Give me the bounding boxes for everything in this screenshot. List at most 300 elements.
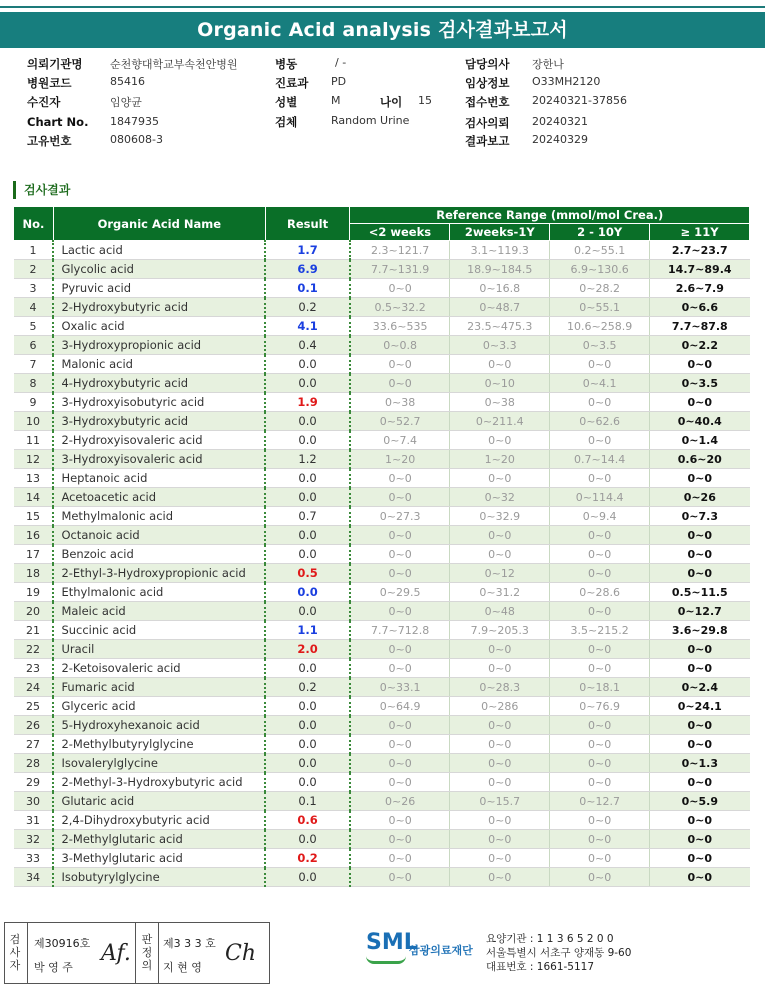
info-value: 임양균	[110, 96, 142, 109]
ref-ge11y: 0~1.3	[650, 754, 750, 773]
divider	[27, 923, 28, 983]
table-row	[14, 621, 750, 640]
table-row	[14, 450, 750, 469]
ref-2weeks-1y: 1~20	[450, 450, 550, 469]
ref-lt2weeks: 0~0.8	[350, 336, 450, 355]
acid-name: Maleic acid	[53, 602, 265, 621]
acid-name: 2-Methylglutaric acid	[53, 830, 265, 849]
header-ref-2weeks-1y: 2weeks-1Y	[450, 224, 550, 241]
acid-name: Benzoic acid	[53, 545, 265, 564]
ref-lt2weeks: 0.5~32.2	[350, 298, 450, 317]
result-value: 0.0	[265, 412, 350, 431]
row-number: 32	[14, 830, 54, 849]
result-value: 0.1	[265, 792, 350, 811]
ref-ge11y: 0.5~11.5	[650, 583, 750, 602]
header-name: Organic Acid Name	[53, 207, 265, 241]
ref-lt2weeks: 2.3~121.7	[350, 241, 450, 260]
ref-lt2weeks: 0~52.7	[350, 412, 450, 431]
ref-2-10y: 0~0	[550, 773, 650, 792]
examiner-name: 박 영 주	[34, 961, 73, 974]
ref-ge11y: 0~0	[650, 564, 750, 583]
info-label: 고유번호	[27, 134, 72, 148]
ref-2-10y: 0~0	[550, 754, 650, 773]
ref-2weeks-1y: 0~0	[450, 754, 550, 773]
ref-2weeks-1y: 0~0	[450, 716, 550, 735]
table-row	[14, 298, 750, 317]
result-value: 0.0	[265, 526, 350, 545]
ref-lt2weeks: 0~7.4	[350, 431, 450, 450]
ref-ge11y: 0~0	[650, 545, 750, 564]
table-row	[14, 355, 750, 374]
result-value: 0.0	[265, 355, 350, 374]
acid-name: Isobutyrylglycine	[53, 868, 265, 887]
table-row	[14, 412, 750, 431]
acid-name: 2-Methyl-3-Hydroxybutyric acid	[53, 773, 265, 792]
table-row	[14, 868, 750, 887]
ref-lt2weeks: 0~38	[350, 393, 450, 412]
ref-2weeks-1y: 3.1~119.3	[450, 241, 550, 260]
result-value: 4.1	[265, 317, 350, 336]
reviewer-signature: Ch	[225, 941, 257, 966]
divider	[158, 923, 159, 983]
ref-2-10y: 0~28.2	[550, 279, 650, 298]
ref-lt2weeks: 0~0	[350, 735, 450, 754]
header-reference-range: Reference Range (mmol/mol Crea.)	[350, 207, 750, 224]
row-number: 10	[14, 412, 54, 431]
ref-lt2weeks: 0~0	[350, 279, 450, 298]
table-row	[14, 526, 750, 545]
section-title: 검사결과	[13, 181, 70, 199]
ref-2weeks-1y: 0~38	[450, 393, 550, 412]
contact-line: 대표번호 : 1661-5117	[486, 961, 595, 973]
ref-ge11y: 2.6~7.9	[650, 279, 750, 298]
ref-2-10y: 0~114.4	[550, 488, 650, 507]
info-value: 85416	[110, 75, 145, 88]
row-number: 31	[14, 811, 54, 830]
acid-name: 3-Methylglutaric acid	[53, 849, 265, 868]
row-number: 14	[14, 488, 54, 507]
ref-lt2weeks: 0~0	[350, 526, 450, 545]
ref-ge11y: 0~0	[650, 393, 750, 412]
top-rule	[0, 6, 765, 8]
logo-mark: SML	[366, 930, 418, 955]
row-number: 9	[14, 393, 54, 412]
ref-2-10y: 0~28.6	[550, 583, 650, 602]
ref-ge11y: 0~6.6	[650, 298, 750, 317]
acid-name: 3-Hydroxypropionic acid	[53, 336, 265, 355]
ref-lt2weeks: 0~0	[350, 716, 450, 735]
row-number: 8	[14, 374, 54, 393]
ref-2weeks-1y: 0~16.8	[450, 279, 550, 298]
info-value: 1847935	[110, 115, 159, 128]
table-row	[14, 260, 750, 279]
result-value: 0.0	[265, 374, 350, 393]
ref-ge11y: 0~0	[650, 849, 750, 868]
ref-2weeks-1y: 0~0	[450, 773, 550, 792]
result-value: 1.9	[265, 393, 350, 412]
ref-2-10y: 0~0	[550, 545, 650, 564]
reviewer-name: 지 현 영	[163, 961, 202, 974]
table-row	[14, 507, 750, 526]
ref-2weeks-1y: 0~28.3	[450, 678, 550, 697]
row-number: 15	[14, 507, 54, 526]
acid-name: Uracil	[53, 640, 265, 659]
result-value: 0.0	[265, 469, 350, 488]
result-value: 1.1	[265, 621, 350, 640]
row-number: 34	[14, 868, 54, 887]
row-number: 20	[14, 602, 54, 621]
table-row	[14, 830, 750, 849]
info-value: / -	[335, 56, 347, 69]
ref-ge11y: 0~0	[650, 355, 750, 374]
table-row	[14, 241, 750, 260]
ref-lt2weeks: 0~0	[350, 374, 450, 393]
acid-name: Oxalic acid	[53, 317, 265, 336]
ref-lt2weeks: 0~0	[350, 640, 450, 659]
acid-name: 2-Ethyl-3-Hydroxypropionic acid	[53, 564, 265, 583]
ref-ge11y: 14.7~89.4	[650, 260, 750, 279]
ref-ge11y: 0~7.3	[650, 507, 750, 526]
table-row	[14, 659, 750, 678]
ref-2-10y: 10.6~258.9	[550, 317, 650, 336]
examiner-signature: Af.	[101, 941, 131, 966]
ref-2-10y: 0~9.4	[550, 507, 650, 526]
ref-2weeks-1y: 0~286	[450, 697, 550, 716]
info-label: 의뢰기관명	[27, 57, 83, 71]
table-row	[14, 811, 750, 830]
info-value: PD	[331, 75, 347, 88]
ref-2-10y: 0~0	[550, 716, 650, 735]
ref-ge11y: 0~0	[650, 526, 750, 545]
logo-org-name: 삼광의료재단	[409, 944, 473, 957]
info-label: 수진자	[27, 95, 61, 109]
result-value: 0.2	[265, 678, 350, 697]
result-value: 0.0	[265, 868, 350, 887]
ref-lt2weeks: 0~0	[350, 754, 450, 773]
ref-ge11y: 0~0	[650, 868, 750, 887]
contact-line: 요양기관 : 1 1 3 6 5 2 0 0	[486, 933, 614, 945]
acid-name: Acetoacetic acid	[53, 488, 265, 507]
table-row	[14, 678, 750, 697]
row-number: 5	[14, 317, 54, 336]
row-number: 6	[14, 336, 54, 355]
header-ref-ge11y: ≥ 11Y	[650, 224, 750, 241]
acid-name: Fumaric acid	[53, 678, 265, 697]
reviewer-label: 판정의	[141, 933, 153, 972]
examiner-label: 검사자	[9, 933, 21, 972]
ref-lt2weeks: 0~33.1	[350, 678, 450, 697]
table-row	[14, 488, 750, 507]
result-value: 0.4	[265, 336, 350, 355]
ref-lt2weeks: 0~0	[350, 564, 450, 583]
acid-name: Glycolic acid	[53, 260, 265, 279]
ref-2-10y: 0~0	[550, 564, 650, 583]
results-table	[13, 206, 750, 887]
acid-name: Pyruvic acid	[53, 279, 265, 298]
table-row	[14, 602, 750, 621]
ref-2-10y: 0~0	[550, 355, 650, 374]
info-label: 임상정보	[465, 76, 510, 90]
ref-2weeks-1y: 0~0	[450, 545, 550, 564]
ref-lt2weeks: 0~0	[350, 602, 450, 621]
ref-2-10y: 0~62.6	[550, 412, 650, 431]
result-value: 0.0	[265, 773, 350, 792]
info-value: 080608-3	[110, 133, 163, 146]
table-row	[14, 754, 750, 773]
table-row	[14, 716, 750, 735]
info-label: 진료과	[275, 76, 309, 90]
acid-name: 2-Methylbutyrylglycine	[53, 735, 265, 754]
info-value: 20240321-37856	[532, 94, 627, 107]
result-value: 0.0	[265, 602, 350, 621]
ref-ge11y: 0~5.9	[650, 792, 750, 811]
table-row	[14, 564, 750, 583]
ref-ge11y: 0~3.5	[650, 374, 750, 393]
ref-ge11y: 0~0	[650, 469, 750, 488]
ref-2weeks-1y: 18.9~184.5	[450, 260, 550, 279]
report-title: Organic Acid analysis 검사결과보고서	[0, 12, 765, 48]
acid-name: 3-Hydroxyisobutyric acid	[53, 393, 265, 412]
age-label: 나이	[380, 95, 403, 109]
acid-name: Octanoic acid	[53, 526, 265, 545]
table-row	[14, 317, 750, 336]
ref-2weeks-1y: 0~0	[450, 526, 550, 545]
ref-lt2weeks: 0~0	[350, 488, 450, 507]
row-number: 21	[14, 621, 54, 640]
ref-2weeks-1y: 7.9~205.3	[450, 621, 550, 640]
ref-ge11y: 3.6~29.8	[650, 621, 750, 640]
ref-2weeks-1y: 0~32.9	[450, 507, 550, 526]
acid-name: 3-Hydroxybutyric acid	[53, 412, 265, 431]
ref-2-10y: 0~0	[550, 469, 650, 488]
ref-lt2weeks: 7.7~131.9	[350, 260, 450, 279]
ref-2weeks-1y: 0~31.2	[450, 583, 550, 602]
header-ref-2-10y: 2 - 10Y	[550, 224, 650, 241]
ref-2weeks-1y: 0~0	[450, 659, 550, 678]
ref-lt2weeks: 0~0	[350, 868, 450, 887]
info-label: 병원코드	[27, 76, 72, 90]
acid-name: 2-Hydroxyisovaleric acid	[53, 431, 265, 450]
ref-lt2weeks: 7.7~712.8	[350, 621, 450, 640]
ref-ge11y: 2.7~23.7	[650, 241, 750, 260]
ref-2-10y: 0~0	[550, 393, 650, 412]
ref-2-10y: 0~0	[550, 640, 650, 659]
ref-2-10y: 0~0	[550, 602, 650, 621]
info-label: 결과보고	[465, 134, 510, 148]
result-value: 1.7	[265, 241, 350, 260]
ref-ge11y: 0~0	[650, 773, 750, 792]
result-value: 0.2	[265, 298, 350, 317]
ref-2weeks-1y: 0~32	[450, 488, 550, 507]
ref-ge11y: 0~0	[650, 640, 750, 659]
acid-name: 2-Ketoisovaleric acid	[53, 659, 265, 678]
row-number: 30	[14, 792, 54, 811]
ref-ge11y: 0~0	[650, 716, 750, 735]
acid-name: Methylmalonic acid	[53, 507, 265, 526]
table-row	[14, 849, 750, 868]
ref-ge11y: 0~0	[650, 659, 750, 678]
ref-2weeks-1y: 0~12	[450, 564, 550, 583]
result-value: 0.0	[265, 659, 350, 678]
ref-ge11y: 0~0	[650, 830, 750, 849]
table-row	[14, 374, 750, 393]
row-number: 16	[14, 526, 54, 545]
row-number: 33	[14, 849, 54, 868]
row-number: 19	[14, 583, 54, 602]
acid-name: Malonic acid	[53, 355, 265, 374]
ref-2weeks-1y: 0~10	[450, 374, 550, 393]
result-value: 0.0	[265, 716, 350, 735]
ref-lt2weeks: 1~20	[350, 450, 450, 469]
acid-name: Ethylmalonic acid	[53, 583, 265, 602]
ref-2-10y: 0~76.9	[550, 697, 650, 716]
row-number: 28	[14, 754, 54, 773]
ref-2weeks-1y: 0~0	[450, 811, 550, 830]
acid-name: 4-Hydroxybutyric acid	[53, 374, 265, 393]
ref-2weeks-1y: 0~0	[450, 355, 550, 374]
info-label: Chart No.	[27, 115, 89, 129]
ref-2-10y: 0~0	[550, 431, 650, 450]
ref-2weeks-1y: 0~3.3	[450, 336, 550, 355]
ref-2weeks-1y: 0~211.4	[450, 412, 550, 431]
ref-2-10y: 0~0	[550, 811, 650, 830]
result-value: 1.2	[265, 450, 350, 469]
info-label: 성별	[275, 95, 298, 109]
table-row	[14, 792, 750, 811]
result-value: 0.0	[265, 488, 350, 507]
row-number: 17	[14, 545, 54, 564]
ref-lt2weeks: 0~26	[350, 792, 450, 811]
result-value: 0.0	[265, 431, 350, 450]
row-number: 22	[14, 640, 54, 659]
ref-lt2weeks: 0~0	[350, 811, 450, 830]
examiner-id: 제30916호	[34, 937, 91, 950]
ref-ge11y: 0~0	[650, 735, 750, 754]
row-number: 27	[14, 735, 54, 754]
ref-2weeks-1y: 0~48	[450, 602, 550, 621]
ref-lt2weeks: 0~0	[350, 849, 450, 868]
info-label: 검사의뢰	[465, 116, 510, 130]
table-row	[14, 773, 750, 792]
ref-2weeks-1y: 0~0	[450, 849, 550, 868]
ref-2weeks-1y: 23.5~475.3	[450, 317, 550, 336]
result-value: 6.9	[265, 260, 350, 279]
ref-2-10y: 0.2~55.1	[550, 241, 650, 260]
acid-name: Lactic acid	[53, 241, 265, 260]
ref-2-10y: 0~12.7	[550, 792, 650, 811]
info-label: 검체	[275, 115, 298, 129]
table-row	[14, 697, 750, 716]
ref-2weeks-1y: 0~0	[450, 868, 550, 887]
info-value: 장한나	[532, 58, 564, 71]
ref-2-10y: 0~0	[550, 830, 650, 849]
table-row	[14, 393, 750, 412]
ref-ge11y: 0~2.4	[650, 678, 750, 697]
ref-ge11y: 0~2.2	[650, 336, 750, 355]
info-value: 순천향대학교부속천안병원	[110, 58, 238, 71]
header-no: No.	[14, 207, 54, 241]
ref-2-10y: 0~18.1	[550, 678, 650, 697]
age-value: 15	[418, 94, 432, 107]
contact-line: 서울특별시 서초구 양재동 9-60	[486, 947, 632, 959]
report-footer	[0, 914, 765, 988]
row-number: 29	[14, 773, 54, 792]
info-value: M	[331, 94, 341, 107]
table-row	[14, 735, 750, 754]
ref-2-10y: 0~0	[550, 526, 650, 545]
row-number: 12	[14, 450, 54, 469]
row-number: 23	[14, 659, 54, 678]
result-value: 0.0	[265, 697, 350, 716]
result-value: 0.0	[265, 735, 350, 754]
table-row	[14, 431, 750, 450]
ref-lt2weeks: 0~29.5	[350, 583, 450, 602]
info-value: Random Urine	[331, 114, 410, 127]
ref-ge11y: 7.7~87.8	[650, 317, 750, 336]
contact-info	[486, 932, 631, 974]
row-number: 26	[14, 716, 54, 735]
ref-ge11y: 0~0	[650, 811, 750, 830]
table-row	[14, 640, 750, 659]
acid-name: Glyceric acid	[53, 697, 265, 716]
ref-lt2weeks: 33.6~535	[350, 317, 450, 336]
row-number: 18	[14, 564, 54, 583]
acid-name: Glutaric acid	[53, 792, 265, 811]
ref-2weeks-1y: 0~0	[450, 640, 550, 659]
row-number: 25	[14, 697, 54, 716]
ref-2-10y: 0~0	[550, 849, 650, 868]
ref-2-10y: 6.9~130.6	[550, 260, 650, 279]
acid-name: 5-Hydroxyhexanoic acid	[53, 716, 265, 735]
result-value: 0.1	[265, 279, 350, 298]
table-row	[14, 336, 750, 355]
ref-lt2weeks: 0~27.3	[350, 507, 450, 526]
row-number: 1	[14, 241, 54, 260]
result-value: 0.5	[265, 564, 350, 583]
info-label: 접수번호	[465, 95, 510, 109]
ref-ge11y: 0.6~20	[650, 450, 750, 469]
ref-lt2weeks: 0~0	[350, 355, 450, 374]
info-value: 20240321	[532, 115, 588, 128]
result-value: 0.0	[265, 545, 350, 564]
ref-2-10y: 0~0	[550, 735, 650, 754]
row-number: 2	[14, 260, 54, 279]
ref-2weeks-1y: 0~48.7	[450, 298, 550, 317]
logo-swoosh-icon	[366, 956, 406, 964]
row-number: 4	[14, 298, 54, 317]
ref-ge11y: 0~1.4	[650, 431, 750, 450]
acid-name: 2,4-Dihydroxybutyric acid	[53, 811, 265, 830]
result-value: 0.0	[265, 754, 350, 773]
result-value: 2.0	[265, 640, 350, 659]
ref-ge11y: 0~12.7	[650, 602, 750, 621]
reviewer-id: 제3 3 3 호	[163, 937, 216, 950]
ref-2weeks-1y: 0~15.7	[450, 792, 550, 811]
info-value: 20240329	[532, 133, 588, 146]
divider	[135, 923, 136, 983]
ref-lt2weeks: 0~0	[350, 545, 450, 564]
acid-name: 3-Hydroxyisovaleric acid	[53, 450, 265, 469]
ref-2weeks-1y: 0~0	[450, 431, 550, 450]
ref-2weeks-1y: 0~0	[450, 735, 550, 754]
info-label: 담당의사	[465, 57, 510, 71]
ref-ge11y: 0~26	[650, 488, 750, 507]
result-value: 0.0	[265, 583, 350, 602]
ref-lt2weeks: 0~0	[350, 773, 450, 792]
ref-2-10y: 0~55.1	[550, 298, 650, 317]
ref-2-10y: 0~0	[550, 659, 650, 678]
result-value: 0.0	[265, 830, 350, 849]
